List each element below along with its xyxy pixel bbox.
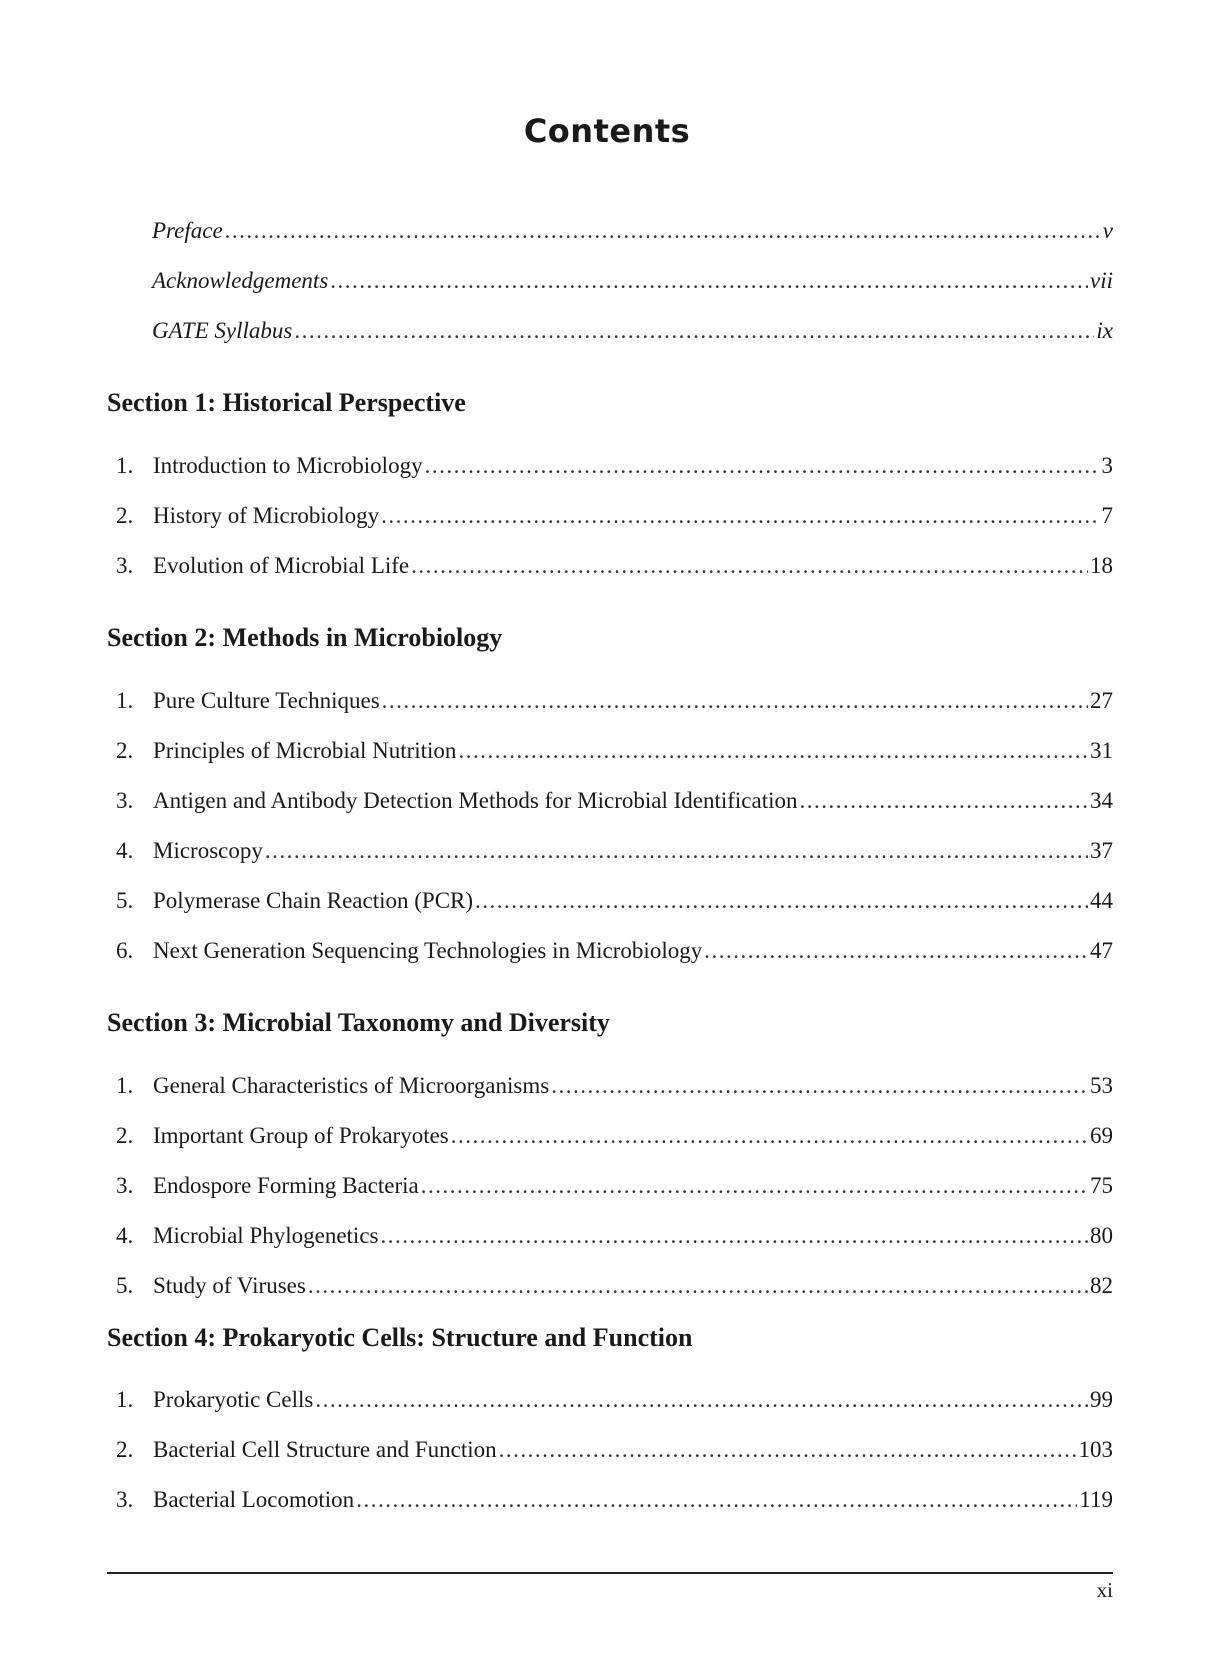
dot-leader <box>551 1071 1088 1101</box>
toc-entry[interactable] <box>116 686 1113 716</box>
entry-number: 3. <box>116 1173 134 1198</box>
toc-entry[interactable] <box>116 1121 1113 1151</box>
entry-number: 4. <box>116 1223 134 1248</box>
entry-label: Preface <box>152 218 223 243</box>
dot-leader <box>451 1121 1088 1151</box>
entry-label: Endospore Forming Bacteria <box>153 1173 419 1198</box>
dot-leader <box>356 1485 1077 1515</box>
dot-leader <box>382 686 1088 716</box>
dot-leader <box>421 1171 1088 1201</box>
entry-page: 18 <box>1090 553 1113 578</box>
toc-entry[interactable] <box>116 1385 1113 1415</box>
entry-number: 1. <box>116 1073 134 1098</box>
entry-label: Study of Viruses <box>153 1273 306 1298</box>
entry-label: Bacterial Locomotion <box>153 1487 355 1512</box>
toc-entry[interactable] <box>116 1271 1113 1301</box>
entry-page: 69 <box>1090 1123 1113 1148</box>
toc-entry-acknowledgements[interactable] <box>152 266 1113 296</box>
entry-page: ix <box>1096 318 1113 343</box>
entry-label: Microbial Phylogenetics <box>153 1223 379 1248</box>
entry-page: 31 <box>1090 738 1113 763</box>
entry-page: 80 <box>1090 1223 1113 1248</box>
dot-leader <box>499 1435 1077 1465</box>
toc-entry[interactable] <box>116 551 1113 581</box>
entry-page: 75 <box>1090 1173 1113 1198</box>
entry-label: History of Microbiology <box>153 503 380 528</box>
entry-page: 3 <box>1101 453 1113 478</box>
dot-leader <box>411 551 1088 581</box>
entry-label: Bacterial Cell Structure and Function <box>153 1437 497 1462</box>
dot-leader <box>315 1385 1088 1415</box>
dot-leader <box>458 736 1088 766</box>
toc-entry[interactable] <box>116 736 1113 766</box>
toc-entry[interactable] <box>116 451 1113 481</box>
dot-leader <box>225 216 1101 246</box>
entry-label: Evolution of Microbial Life <box>153 553 410 578</box>
toc-entry[interactable] <box>116 1071 1113 1101</box>
entry-number: 2. <box>116 503 134 528</box>
entry-label: Pure Culture Techniques <box>153 688 380 713</box>
entry-number: 2. <box>116 1123 134 1148</box>
entry-label: Principles of Microbial Nutrition <box>153 738 457 763</box>
entry-number: 3. <box>116 1487 134 1512</box>
entry-number: 1. <box>116 1387 134 1412</box>
entry-page: 119 <box>1079 1487 1113 1512</box>
entry-label: Introduction to Microbiology <box>153 453 423 478</box>
toc-entry[interactable] <box>116 786 1113 816</box>
toc-entry[interactable] <box>116 1435 1113 1465</box>
dot-leader <box>294 316 1094 346</box>
entry-label: Polymerase Chain Reaction (PCR) <box>153 888 474 913</box>
section-heading: Section 4: Prokaryotic Cells: Structure and Function <box>107 1323 693 1352</box>
entry-label: Important Group of Prokaryotes <box>153 1123 449 1148</box>
entry-number: 3. <box>116 553 134 578</box>
entry-label: Prokaryotic Cells <box>153 1387 314 1412</box>
dot-leader <box>704 936 1088 966</box>
entry-label: General Characteristics of Microorganisms <box>153 1073 550 1098</box>
dot-leader <box>265 836 1088 866</box>
entry-number: 1. <box>116 688 134 713</box>
dot-leader <box>800 786 1089 816</box>
entry-number: 4. <box>116 838 134 863</box>
toc-entry[interactable] <box>116 1485 1113 1515</box>
entry-page: 44 <box>1090 888 1113 913</box>
dot-leader <box>475 886 1088 916</box>
entry-number: 2. <box>116 738 134 763</box>
entry-page: 82 <box>1090 1273 1113 1298</box>
entry-page: 47 <box>1090 938 1113 963</box>
entry-page: 37 <box>1090 838 1113 863</box>
entry-label: Acknowledgements <box>152 268 329 293</box>
section-heading: Section 1: Historical Perspective <box>107 388 466 417</box>
toc-entry[interactable] <box>116 886 1113 916</box>
toc-entry[interactable] <box>116 501 1113 531</box>
dot-leader <box>308 1271 1088 1301</box>
section-heading: Section 3: Microbial Taxonomy and Diversity <box>107 1008 610 1037</box>
entry-page: 103 <box>1078 1437 1113 1462</box>
toc-entry[interactable] <box>116 1171 1113 1201</box>
dot-leader <box>425 451 1100 481</box>
entry-label: Microscopy <box>153 838 263 863</box>
footer-divider <box>107 1572 1113 1574</box>
entry-label: Antigen and Antibody Detection Methods for Microbial Identification <box>153 788 798 813</box>
section-heading: Section 2: Methods in Microbiology <box>107 623 503 652</box>
entry-number: 5. <box>116 888 134 913</box>
entry-label: GATE Syllabus <box>152 318 293 343</box>
toc-entry-gate-syllabus[interactable] <box>152 316 1113 346</box>
dot-leader <box>330 266 1088 296</box>
entry-page: vii <box>1090 268 1113 293</box>
entry-label: Next Generation Sequencing Technologies in Microbiology <box>153 938 703 963</box>
footer-page-number: xi <box>1096 1578 1113 1602</box>
entry-page: 34 <box>1090 788 1113 813</box>
entry-number: 5. <box>116 1273 134 1298</box>
dot-leader <box>381 501 1099 531</box>
entry-page: v <box>1102 218 1113 243</box>
toc-entry[interactable] <box>116 1221 1113 1251</box>
toc-entry-preface[interactable] <box>152 216 1113 246</box>
entry-number: 3. <box>116 788 134 813</box>
toc-entry[interactable] <box>116 936 1113 966</box>
entry-page: 99 <box>1090 1387 1113 1412</box>
page-title: Contents <box>523 112 691 150</box>
entry-number: 6. <box>116 938 134 963</box>
toc-entry[interactable] <box>116 836 1113 866</box>
entry-page: 53 <box>1090 1073 1113 1098</box>
entry-number: 2. <box>116 1437 134 1462</box>
entry-page: 7 <box>1101 503 1113 528</box>
entry-page: 27 <box>1090 688 1113 713</box>
dot-leader <box>381 1221 1089 1251</box>
entry-number: 1. <box>116 453 134 478</box>
